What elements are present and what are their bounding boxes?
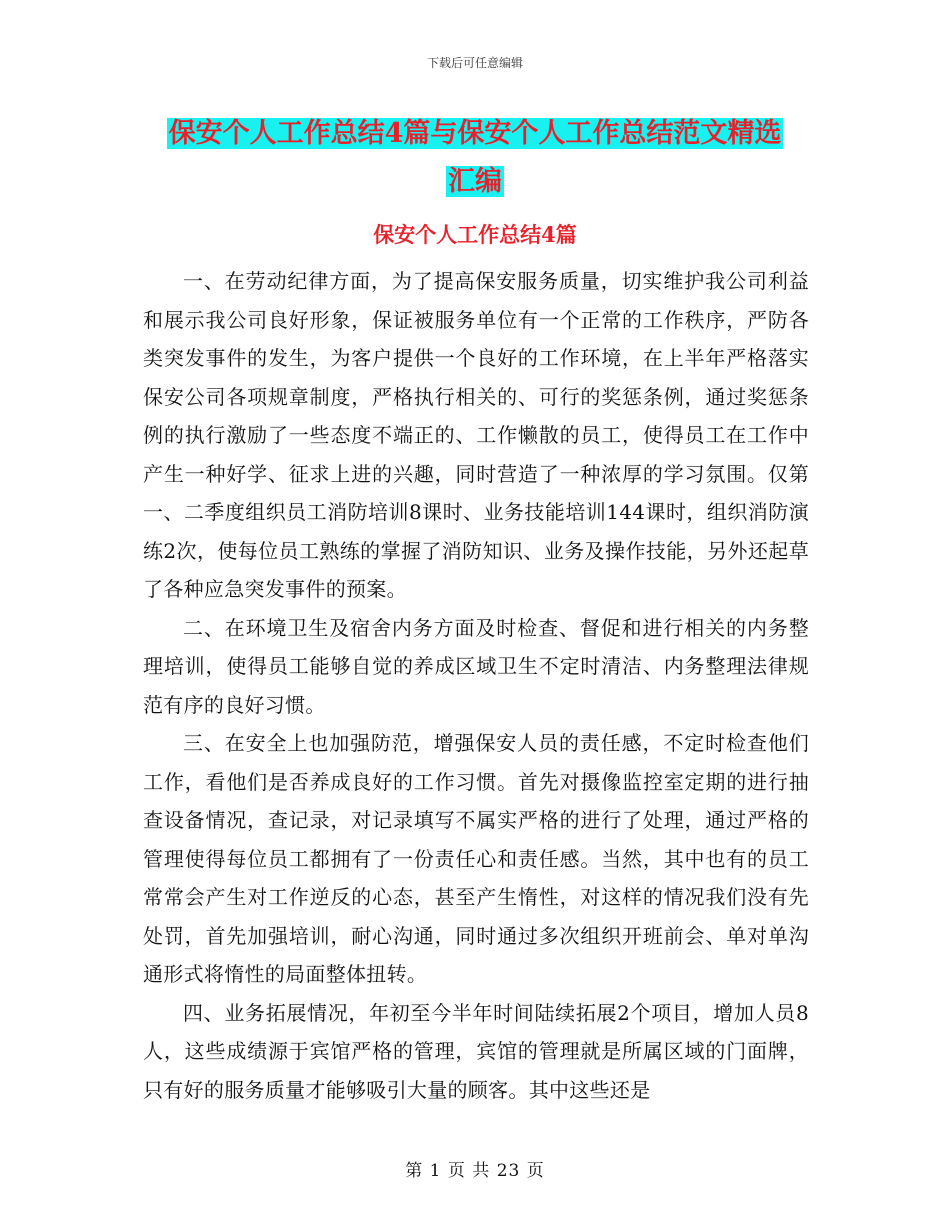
body-text (143, 262, 809, 1109)
header-note: 下载后可任意编辑 (426, 56, 523, 70)
section-heading: 保安个人工作总结4篇 (373, 222, 577, 247)
page-number: 第 1 页 共 23 页 (405, 1161, 545, 1181)
paragraph: 三、在安全上也加强防范，增强保安人员的责任感，不定时检查他们工作，看他们是否养成良好的工作习惯。首先对摄像监控室定期的进行抽查设备情况，查记录，对记录填写不属实严格的进行了处理，通过严格的管理使得每位员工都拥有了一份责任心和责任感。当然，其中也有的员工常常会产生对工作逆反的心态，甚至产生惰性，对这样的情况我们没有先处罚，首先加强培训，耐心沟通，同时通过多次组织开班前会、单对单沟通形式将惰性的局面整体扭转。 (143, 731, 809, 986)
paragraph: 四、业务拓展情况，年初至今半年时间陆续拓展2个项目，增加人员8人，这些成绩源于宾馆严格的管理，宾馆的管理就是所属区域的门面牌，只有好的服务质量才能够吸引大量的顾客。其中这些还是 (143, 1000, 809, 1102)
document-title (140, 110, 810, 206)
title-line-1: 保安个人工作总结4篇与保安个人工作总结范文精选 (168, 118, 782, 149)
paragraph: 二、在环境卫生及宿舍内务方面及时检查、督促和进行相关的内务整理培训，使得员工能够自觉的养成区域卫生不定时清洁、内务整理法律规范有序的良好习惯。 (143, 615, 809, 717)
title-line-2: 汇编 (448, 166, 502, 197)
paragraph: 一、在劳动纪律方面，为了提高保安服务质量，切实维护我公司利益和展示我公司良好形象，保证被服务单位有一个正常的工作秩序，严防各类突发事件的发生，为客户提供一个良好的工作环境，在上半年严格落实保安公司各项规章制度，严格执行相关的、可行的奖惩条例，通过奖惩条例的执行激励了一些态度不端正的、工作懒散的员工，使得员工在工作中产生一种好学、征求上进的兴趣，同时营造了一种浓厚的学习氛围。仅第一、二季度组织员工消防培训8课时、业务技能培训144课时，组织消防演练2次，使每位员工熟练的掌握了消防知识、业务及操作技能，另外还起草了各种应急突发事件的预案。 (143, 269, 809, 601)
